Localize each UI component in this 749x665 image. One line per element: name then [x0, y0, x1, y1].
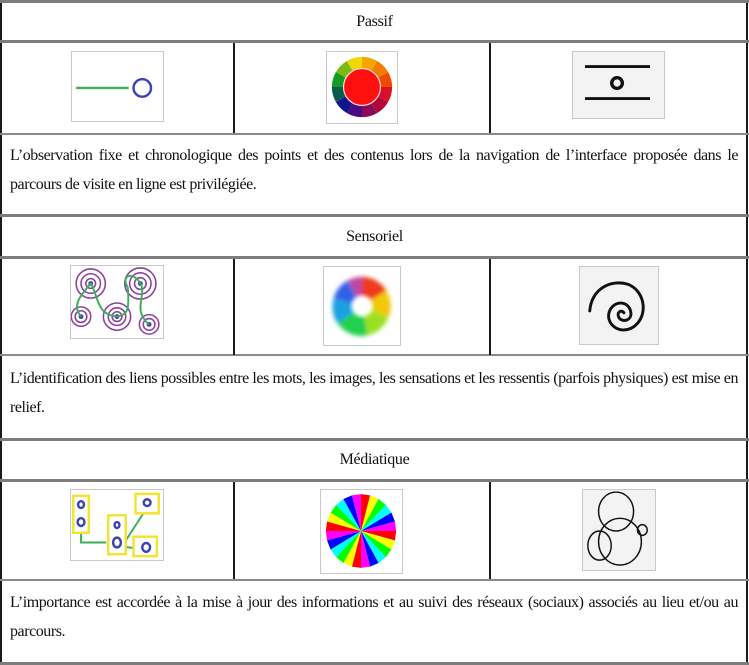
overlapping-circles-icon — [582, 489, 656, 571]
table-right-border — [746, 0, 748, 663]
section-title-sensoriel: Sensoriel — [346, 227, 403, 245]
column-divider — [233, 482, 235, 579]
row-divider — [0, 256, 749, 259]
blurred-color-ring-icon — [323, 266, 401, 346]
linked-boxes-icon — [70, 489, 164, 561]
row-divider — [0, 133, 749, 135]
column-divider — [489, 482, 491, 579]
row-divider — [0, 579, 749, 581]
color-wheel-icon — [326, 51, 398, 124]
section-title-passif: Passif — [356, 12, 393, 30]
spiral-icon — [579, 266, 659, 345]
circle-between-bars-icon — [572, 51, 665, 119]
section-description-mediatique: L’importance est accordée à la mise à jour des informations et au suivi des réseaux (sociaux) associés au lieu et/ou au parcours. — [10, 594, 738, 640]
rainbow-pinwheel-icon — [320, 489, 403, 574]
section-description-sensoriel: L’identification des liens possibles entre les mots, les images, les sensations et les ressentis (parfois physiques) est mise en relief. — [10, 370, 738, 416]
section-description-passif: L’observation fixe et chronologique des points et des contenus lors de la navigation de l’interface proposée dans le parcours de visite en ligne est privilégiée. — [10, 147, 738, 193]
column-divider — [489, 43, 491, 133]
column-divider — [233, 43, 235, 133]
column-divider — [233, 259, 235, 355]
column-divider — [489, 259, 491, 355]
row-divider — [0, 40, 749, 43]
section-title-mediatique: Médiatique — [339, 451, 410, 468]
concentric-circles-network-icon — [70, 265, 164, 339]
table-left-border — [0, 0, 2, 663]
line-to-circle-icon — [71, 51, 164, 122]
row-divider — [0, 479, 749, 482]
row-divider — [0, 354, 749, 356]
